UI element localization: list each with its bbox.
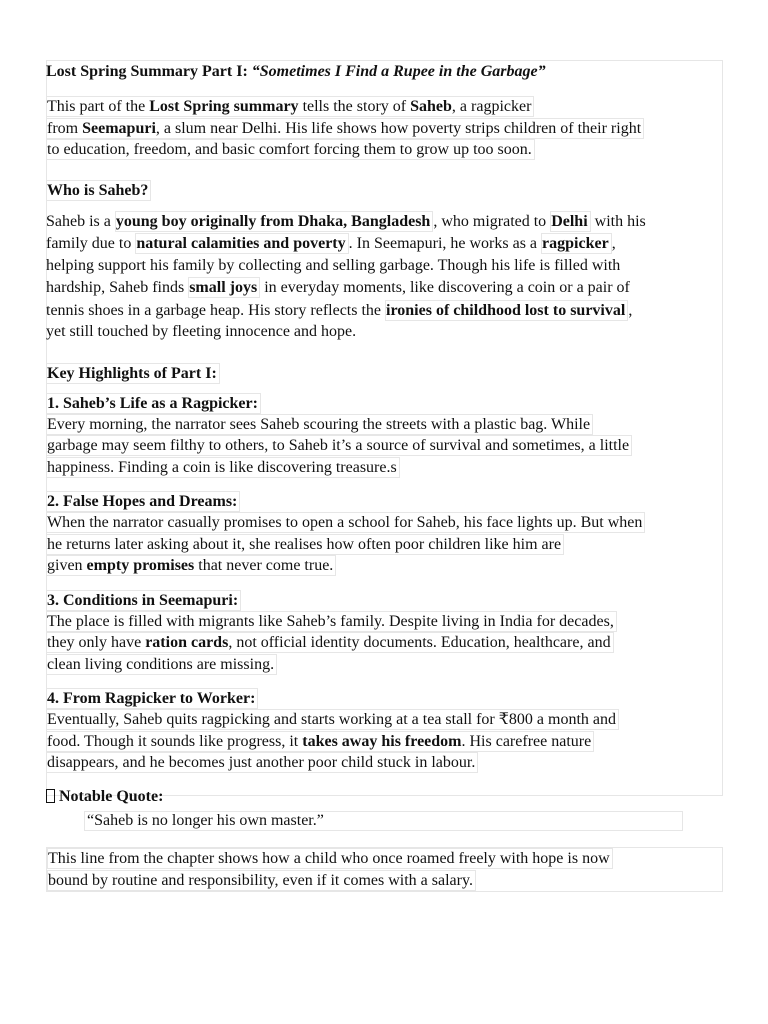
highlight-3-line-2: they only have ration cards, not official identity documents. Education, healthcare, and [46, 632, 614, 653]
closing-line-2: bound by routine and responsibility, even if it comes with a salary. [47, 870, 476, 891]
highlight-4-title: 4. From Ragpicker to Worker: [46, 688, 258, 709]
highlight-3-title: 3. Conditions in Seemapuri: [46, 590, 241, 611]
missing-glyph-icon [46, 789, 55, 803]
highlight-3 [46, 590, 723, 676]
highlight-2-line-1: When the narrator casually promises to open a school for Saheb, his face lights up. But when [46, 512, 645, 533]
who-line-6: yet still touched by fleeting innocence and hope. [46, 323, 357, 340]
notable-quote-heading: Notable Quote: [46, 787, 723, 807]
highlight-1-title: 1. Saheb’s Life as a Ragpicker: [46, 393, 261, 414]
highlights-heading: Key Highlights of Part I: [46, 363, 723, 384]
highlight-4-line-1: Eventually, Saheb quits ragpicking and starts working at a tea stall for ₹800 a month and [46, 709, 619, 730]
intro-line-1: This part of the Lost Spring summary tells the story of Saheb, a ragpicker [46, 96, 534, 117]
closing-line-1: This line from the chapter shows how a child who once roamed freely with hope is now [47, 848, 613, 869]
highlight-2-line-2: he returns later asking about it, she realises how often poor children like him are [46, 534, 564, 555]
highlight-4-line-2: food. Though it sounds like progress, it takes away his freedom. His carefree nature [46, 731, 594, 752]
summary-content [46, 60, 723, 807]
highlight-1 [46, 393, 723, 479]
highlight-3-line-1: The place is filled with migrants like Saheb’s family. Despite living in India for decades, [46, 611, 617, 632]
who-line-3: helping support his family by collecting and selling garbage. Though his life is filled with [46, 256, 621, 274]
highlight-2-title: 2. False Hopes and Dreams: [46, 491, 240, 512]
highlight-2 [46, 491, 723, 577]
quote-block [84, 811, 683, 831]
quote-text: “Saheb is no longer his own master.” [87, 812, 324, 829]
highlight-1-line-1: Every morning, the narrator sees Saheb scouring the streets with a plastic bag. While [46, 414, 593, 435]
who-line-2: family due to natural calamities and poverty . In Seemapuri, he works as a ragpicker , [46, 235, 616, 252]
highlight-3-line-3: clean living conditions are missing. [46, 654, 277, 675]
highlight-1-line-2: garbage may seem filthy to others, to Saheb it’s a source of survival and sometimes, a little [46, 435, 632, 456]
who-line-5: tennis shoes in a garbage heap. His story reflects the ironies of childhood lost to survival , [46, 301, 633, 319]
who-paragraph [46, 211, 723, 343]
highlight-1-line-3: happiness. Finding a coin is like discovering treasure.s [46, 457, 400, 478]
title-quote: “Sometimes I Find a Rupee in the Garbage” [251, 63, 546, 80]
intro-paragraph [46, 96, 723, 161]
intro-line-3: to education, freedom, and basic comfort forcing them to grow up too soon. [46, 139, 535, 160]
page-title [46, 60, 723, 84]
title-lead: Lost Spring Summary Part I: [46, 63, 252, 80]
highlight-4 [46, 688, 723, 774]
who-line-1: Saheb is a young boy originally from Dhaka, Bangladesh , who migrated to Delhi with his [46, 212, 646, 230]
highlight-2-line-3: given empty promises that never come true. [46, 555, 336, 576]
intro-line-2: from Seemapuri, a slum near Delhi. His life shows how poverty strips children of their right [46, 118, 644, 139]
who-line-4: hardship, Saheb finds small joys in everyday moments, like discovering a coin or a pair of [46, 279, 630, 296]
who-heading: Who is Saheb? [46, 180, 723, 201]
closing-paragraph [46, 847, 723, 892]
highlight-4-line-3: disappears, and he becomes just another poor child stuck in labour. [46, 752, 478, 773]
